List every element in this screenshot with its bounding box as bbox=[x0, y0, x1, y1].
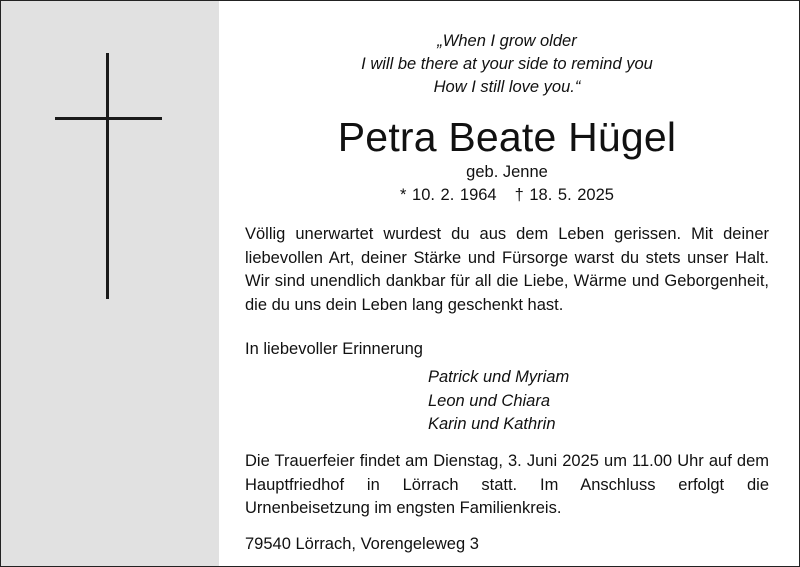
quote-line: How I still love you.“ bbox=[433, 78, 581, 96]
ceremony-paragraph: Die Trauerfeier findet am Dienstag, 3. Juni 2025 um 11.00 Uhr auf dem Hauptfriedhof in Lörrach statt. Im Anschluss erfolgt die Urnenbeisetzung im engsten Familienkreis. bbox=[245, 452, 769, 517]
tribute-paragraph: Völlig unerwartet wurdest du aus dem Leben gerissen. Mit deiner liebevollen Art, deiner Stärke und Fürsorge warst du stets unser Halt. Wir sind unendlich dankbar für all die Liebe, Wärme und Geborgenheit, die du uns dein Leben lang geschenkt hast. bbox=[245, 225, 769, 314]
cross-icon-crossbar bbox=[55, 117, 162, 120]
birth-name: geb. Jenne bbox=[466, 163, 548, 181]
sidebar-panel bbox=[1, 1, 219, 566]
mourner-name: Leon und Chiara bbox=[428, 391, 551, 410]
mourners-list bbox=[428, 366, 569, 437]
life-dates bbox=[245, 184, 769, 206]
mourner-name: Karin und Kathrin bbox=[428, 415, 556, 433]
cross-icon bbox=[106, 53, 109, 299]
quote-line: I will be there at your side to remind you bbox=[361, 55, 653, 73]
remembrance-intro: In liebevoller Erinnerung bbox=[245, 340, 423, 358]
mourner-name: Patrick und Myriam bbox=[428, 368, 570, 386]
deceased-name: Petra Beate Hügel bbox=[337, 114, 677, 160]
quote-line: „When I grow older bbox=[437, 32, 577, 50]
family-address: 79540 Lörrach, Vorengeleweg 3 bbox=[245, 535, 479, 553]
birth-date: * 10. 2. 1964 bbox=[400, 186, 497, 204]
death-date: † 18. 5. 2025 bbox=[514, 186, 614, 204]
epigraph-quote bbox=[245, 30, 769, 99]
